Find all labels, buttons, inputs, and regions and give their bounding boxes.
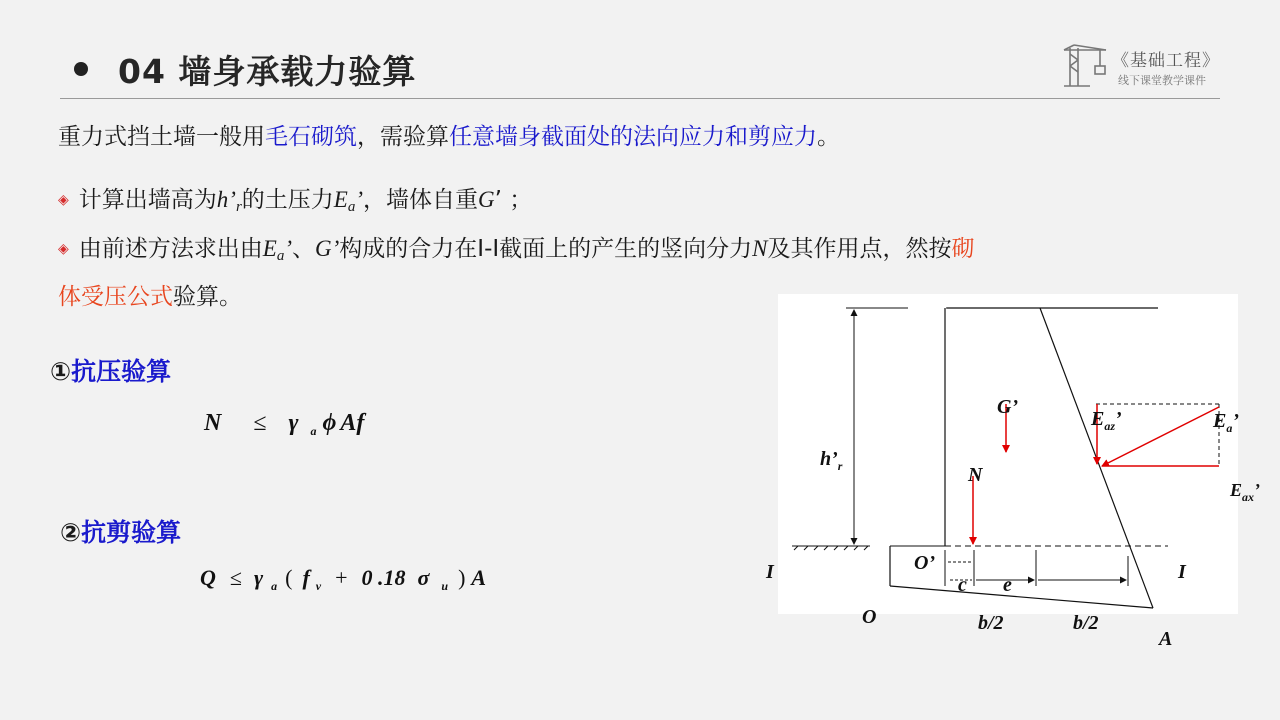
formula-Af: Af bbox=[340, 410, 365, 436]
formula-le: ≤ bbox=[253, 410, 267, 436]
bullet-text: 的土压力 bbox=[241, 187, 334, 213]
symbol-E: E bbox=[262, 236, 277, 261]
compression-check-heading bbox=[50, 352, 171, 388]
formula-A: A bbox=[471, 565, 487, 590]
symbol-E-prime: ’ bbox=[284, 236, 293, 261]
diamond-bullet-icon: ◈ bbox=[58, 241, 69, 257]
formula-plus: + bbox=[335, 565, 348, 590]
formula-gamma: γ bbox=[288, 410, 299, 436]
formula-gamma: γ bbox=[253, 565, 264, 590]
formula-N: N bbox=[204, 410, 222, 436]
intro-line bbox=[58, 121, 840, 153]
shear-formula bbox=[200, 565, 486, 594]
compression-formula bbox=[204, 410, 364, 439]
label-h-main: h’ bbox=[820, 448, 838, 470]
formula-sigma: σ bbox=[417, 565, 430, 590]
label-section-I-left: I bbox=[766, 561, 774, 583]
label-Eaz-E: E bbox=[1091, 408, 1105, 430]
check-number: ① bbox=[50, 357, 72, 386]
bullet-text: 由前述方法求出由 bbox=[78, 236, 263, 262]
formula-sigma-sub: u bbox=[441, 579, 449, 593]
title-bullet bbox=[74, 62, 88, 76]
bullet-text: 及其作用点，然按 bbox=[767, 236, 952, 262]
bullet-text: 、 bbox=[292, 236, 316, 262]
check-label: 抗压验算 bbox=[71, 357, 172, 386]
symbol-N: N bbox=[752, 236, 768, 261]
label-b-half-2: b/2 bbox=[1073, 612, 1099, 634]
label-O-prime: O’ bbox=[914, 552, 936, 574]
symbol-E: E bbox=[333, 187, 348, 212]
bullet-text: ’ ； bbox=[494, 187, 533, 213]
bullet-item-2 bbox=[58, 233, 975, 272]
formula-gamma-sub: a bbox=[271, 579, 278, 593]
label-section-I-right: I bbox=[1178, 561, 1186, 583]
formula-gamma-sub: a bbox=[310, 424, 317, 438]
logo-subtitle: 线下课堂教学课件 bbox=[1118, 74, 1206, 87]
label-Ea-E: E bbox=[1213, 410, 1227, 432]
symbol-G: G’ bbox=[315, 236, 340, 261]
formula-le: ≤ bbox=[229, 565, 242, 590]
label-Eaz-prime: ’ bbox=[1115, 408, 1122, 430]
intro-highlight-material: 毛石砌筑 bbox=[265, 124, 357, 150]
symbol-G: G bbox=[478, 187, 495, 212]
intro-text: 重力式挡土墙一般用 bbox=[58, 124, 265, 150]
formula-Q: Q bbox=[200, 565, 216, 590]
label-Eax bbox=[1230, 480, 1260, 505]
symbol-h-subscript: r bbox=[235, 199, 242, 215]
logo-title: 《基础工程》 bbox=[1112, 51, 1220, 71]
title-divider bbox=[60, 98, 1220, 99]
symbol-h: h’ bbox=[216, 187, 236, 212]
bullet-text: 构成的合力在Ⅰ-Ⅰ截面上的产生的竖向分力 bbox=[339, 236, 753, 262]
bullet-text: 验算。 bbox=[173, 284, 242, 310]
label-b-half-1: b/2 bbox=[978, 612, 1004, 634]
label-Ea-sub: a bbox=[1226, 421, 1233, 435]
bullet-text: 计算出墙高为 bbox=[78, 187, 217, 213]
label-Ea-prime: ’ bbox=[1232, 410, 1240, 432]
formula-f-sub: v bbox=[315, 579, 322, 593]
symbol-E-subscript: a bbox=[347, 199, 356, 215]
label-h-sub: r bbox=[837, 459, 843, 473]
intro-text: ，需验算 bbox=[357, 124, 449, 150]
bullet-highlight: 砌 bbox=[951, 236, 975, 262]
label-Eax-sub: ax bbox=[1242, 490, 1255, 504]
label-c: c bbox=[958, 574, 967, 596]
label-A: A bbox=[1159, 628, 1173, 650]
label-Eaz bbox=[1091, 408, 1122, 434]
formula-f: f bbox=[302, 565, 310, 590]
bullet-item-2-continued bbox=[58, 281, 242, 313]
formula-phi: ϕ bbox=[322, 410, 337, 436]
check-label: 抗剪验算 bbox=[81, 518, 182, 547]
label-N: N bbox=[968, 464, 983, 486]
label-G: G’ bbox=[997, 396, 1019, 418]
diagram-lines bbox=[778, 294, 1238, 614]
diamond-bullet-icon: ◈ bbox=[58, 192, 69, 208]
symbol-E-subscript: a bbox=[276, 248, 285, 264]
symbol-E-prime: ’ bbox=[355, 187, 364, 212]
check-number: ② bbox=[60, 518, 82, 547]
bullet-item-1 bbox=[58, 184, 532, 223]
formula-paren-close: ) bbox=[458, 565, 466, 590]
crane-logo-icon bbox=[1062, 44, 1108, 88]
intro-highlight-stress: 任意墙身截面处的法向应力和剪应力 bbox=[449, 124, 817, 150]
retaining-wall-diagram bbox=[766, 294, 1261, 614]
label-Eax-prime: ’ bbox=[1254, 480, 1261, 500]
shear-check-heading bbox=[60, 513, 181, 549]
bullet-text: ，墙体自重 bbox=[363, 187, 479, 213]
label-e: e bbox=[1003, 574, 1012, 596]
page-title: 04 墙身承载力验算 bbox=[118, 52, 417, 91]
label-Eaz-sub: az bbox=[1104, 419, 1116, 433]
label-h bbox=[820, 448, 842, 474]
label-Eax-E: E bbox=[1230, 480, 1243, 500]
intro-text: 。 bbox=[817, 124, 840, 150]
formula-paren-open: ( bbox=[285, 565, 293, 590]
bullet-highlight-formula: 体受压公式 bbox=[58, 284, 173, 310]
label-Ea bbox=[1213, 410, 1239, 436]
label-O: O bbox=[862, 606, 877, 628]
formula-coefficient: 0 .18 bbox=[361, 565, 406, 590]
